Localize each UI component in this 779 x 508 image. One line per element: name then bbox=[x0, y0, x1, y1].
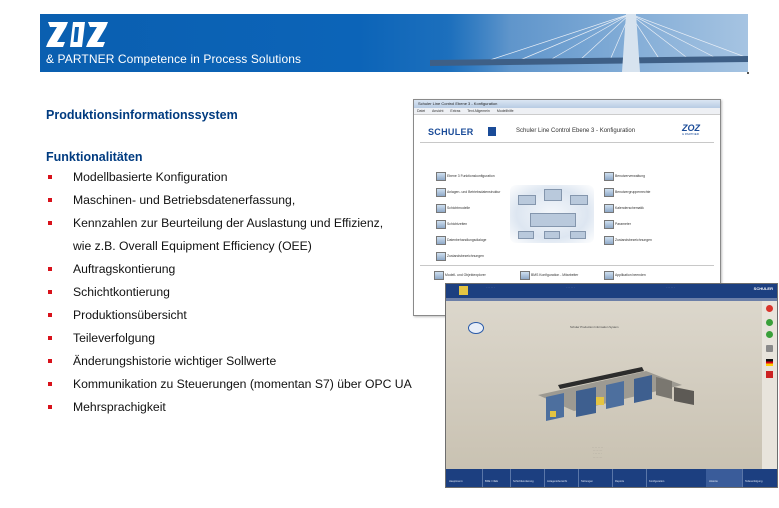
zoz-small-logo: ZOZ & PARTNER bbox=[682, 123, 700, 136]
bullet-icon bbox=[48, 290, 52, 294]
red-status-icon[interactable] bbox=[766, 305, 773, 312]
window-title: Schuler Line Control Ebene 3 - Konfiguration bbox=[414, 100, 720, 108]
bullet-icon bbox=[48, 382, 52, 386]
flag-icon[interactable] bbox=[766, 371, 773, 378]
tab-hauptmenue[interactable]: Hauptmenü bbox=[446, 469, 483, 487]
header-banner bbox=[40, 14, 748, 72]
zoz-logo bbox=[46, 18, 108, 50]
config-diagram bbox=[510, 185, 594, 243]
overview-tabbar bbox=[446, 469, 777, 487]
explorer-icon bbox=[434, 271, 444, 280]
module-icon bbox=[604, 220, 614, 229]
menu-item: Ansicht bbox=[431, 109, 444, 113]
bullet-icon bbox=[48, 198, 52, 202]
module-icon bbox=[436, 220, 446, 229]
bullet-icon bbox=[48, 359, 52, 363]
tab-historie[interactable]: Historie bbox=[706, 469, 743, 487]
bms-icon bbox=[520, 271, 530, 280]
bullet-icon bbox=[48, 221, 52, 225]
config-header bbox=[420, 122, 714, 143]
module-icon bbox=[604, 188, 614, 197]
green-status-icon[interactable] bbox=[766, 331, 773, 338]
menu-item: Text Allgemein bbox=[467, 109, 490, 113]
green-status-icon[interactable] bbox=[766, 319, 773, 326]
overview-header: · · · · · · · · · · · · · · · · · · SCHULER bbox=[446, 284, 777, 298]
exit-icon bbox=[604, 271, 614, 280]
module-icon bbox=[436, 172, 446, 181]
schuler-brand: SCHULER bbox=[753, 286, 773, 291]
flag-de-icon[interactable] bbox=[766, 359, 773, 366]
overview-canvas bbox=[446, 301, 762, 469]
module-icon bbox=[604, 172, 614, 181]
bullet-icon bbox=[48, 175, 52, 179]
printer-icon[interactable] bbox=[766, 345, 773, 352]
menu-item: Extras bbox=[450, 109, 461, 113]
tab-konfiguration[interactable]: Konfiguration bbox=[646, 469, 707, 487]
menu-bar bbox=[414, 108, 720, 115]
tab-stoerungen[interactable]: Störungen bbox=[578, 469, 613, 487]
module-icon bbox=[436, 188, 446, 197]
user-icon bbox=[459, 286, 468, 295]
tab-teileverfolgung[interactable]: Teileverfolgung bbox=[745, 480, 763, 483]
logo-tagline: & PARTNER Competence in Process Solutions bbox=[46, 52, 302, 66]
bullet-icon bbox=[48, 267, 52, 271]
overview-sidebar bbox=[762, 301, 777, 469]
section-title: Produktionsinformationssystem bbox=[46, 108, 238, 122]
overview-screenshot bbox=[445, 283, 778, 488]
bullet-icon bbox=[48, 336, 52, 340]
bullet-icon bbox=[48, 405, 52, 409]
bridge-image bbox=[430, 14, 748, 72]
tab-reports[interactable]: Reports bbox=[612, 469, 647, 487]
bullet-icon bbox=[48, 313, 52, 317]
configuration-screenshot: Schuler Line Control Ebene 3 - Konfiguration Datei Ansicht Extras Text Allgemein Modellhilfe SCHULER Schuler Line Control Ebene 3 - Konfiguration ZOZ & PARTNER Ebene 3 Funktionskonfiguration Anlagen- und Betriebsdatenstruktur Schichtmodelle Schichtzeiten Datenbehandlungsdialoge Zustandsbezeichnungen Benutzerverwaltung Benutzergruppenrechte Kalenderschematik Parameter Zustandsbezeichnungen Modell- und Objektexplorer BMS Konfiguration - Mitarbeiter Applikation beenden bbox=[413, 99, 721, 316]
tab-bde-oee[interactable]: BDE / OEE bbox=[482, 469, 511, 487]
press-line-3d-model bbox=[446, 301, 762, 469]
module-icon bbox=[436, 236, 446, 245]
module-icon bbox=[436, 252, 446, 261]
module-icon bbox=[604, 204, 614, 213]
functions-title: Funktionalitäten bbox=[46, 150, 143, 164]
module-icon bbox=[436, 204, 446, 213]
config-heading: Schuler Line Control Ebene 3 - Konfiguration bbox=[516, 128, 636, 134]
config-bottom-bar: Modell- und Objektexplorer BMS Konfiguration - Mitarbeiter Applikation beenden bbox=[420, 265, 714, 280]
tab-schichtkontierung[interactable]: Schichtkontierung bbox=[510, 469, 545, 487]
banner-dot bbox=[747, 72, 749, 74]
overview-info: · · · · · · · · · · · · · · · · · · · · · · · · · · · · bbox=[592, 446, 604, 459]
menu-item: Modellhilfe bbox=[496, 109, 514, 113]
menu-item: Datei bbox=[417, 109, 426, 113]
module-icon bbox=[604, 236, 614, 245]
overview-caption: Schuler Production Information System bbox=[570, 325, 619, 329]
tab-anlagenuebersicht[interactable]: Anlagenübersicht bbox=[544, 469, 579, 487]
schuler-logo: SCHULER bbox=[428, 127, 474, 137]
schuler-mark-icon bbox=[488, 127, 496, 136]
